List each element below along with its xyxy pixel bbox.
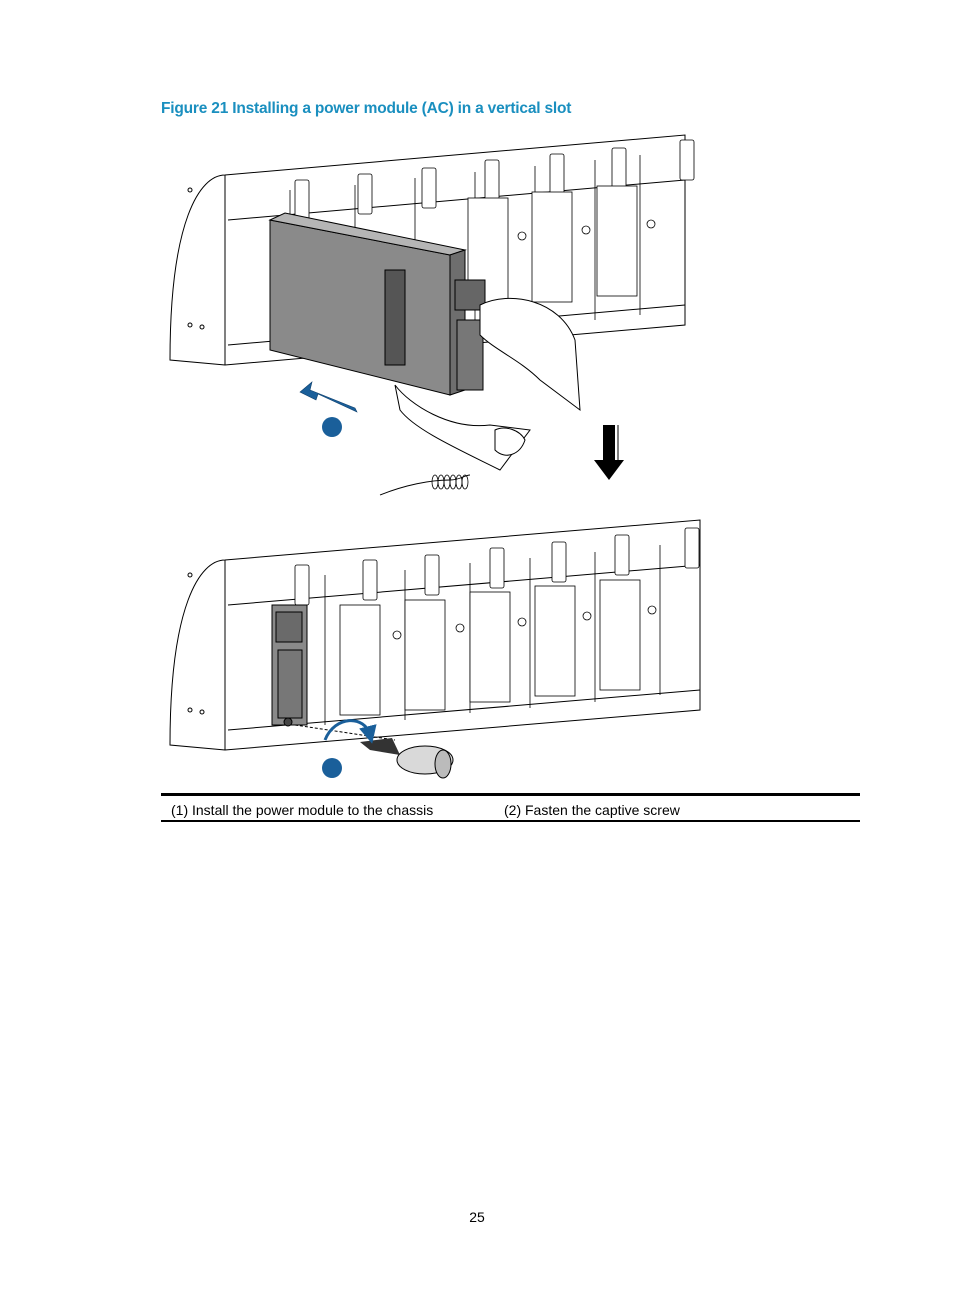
figure-title: Figure 21 Installing a power module (AC) in a vertical slot <box>161 100 572 117</box>
step-1-marker <box>322 417 342 437</box>
power-module-installation-illustration <box>160 130 720 790</box>
step-2-marker <box>322 758 342 778</box>
caption-step-1: (1) Install the power module to the chassis <box>171 802 434 818</box>
installed-power-module <box>272 605 307 726</box>
caption-step-2: (2) Fasten the captive screw <box>504 802 680 818</box>
insert-arrow <box>300 382 357 412</box>
coil <box>432 475 468 489</box>
page-number: 25 <box>469 1209 485 1225</box>
down-arrow <box>594 425 624 480</box>
chassis-bottom <box>170 520 700 750</box>
caption-table <box>161 793 860 822</box>
